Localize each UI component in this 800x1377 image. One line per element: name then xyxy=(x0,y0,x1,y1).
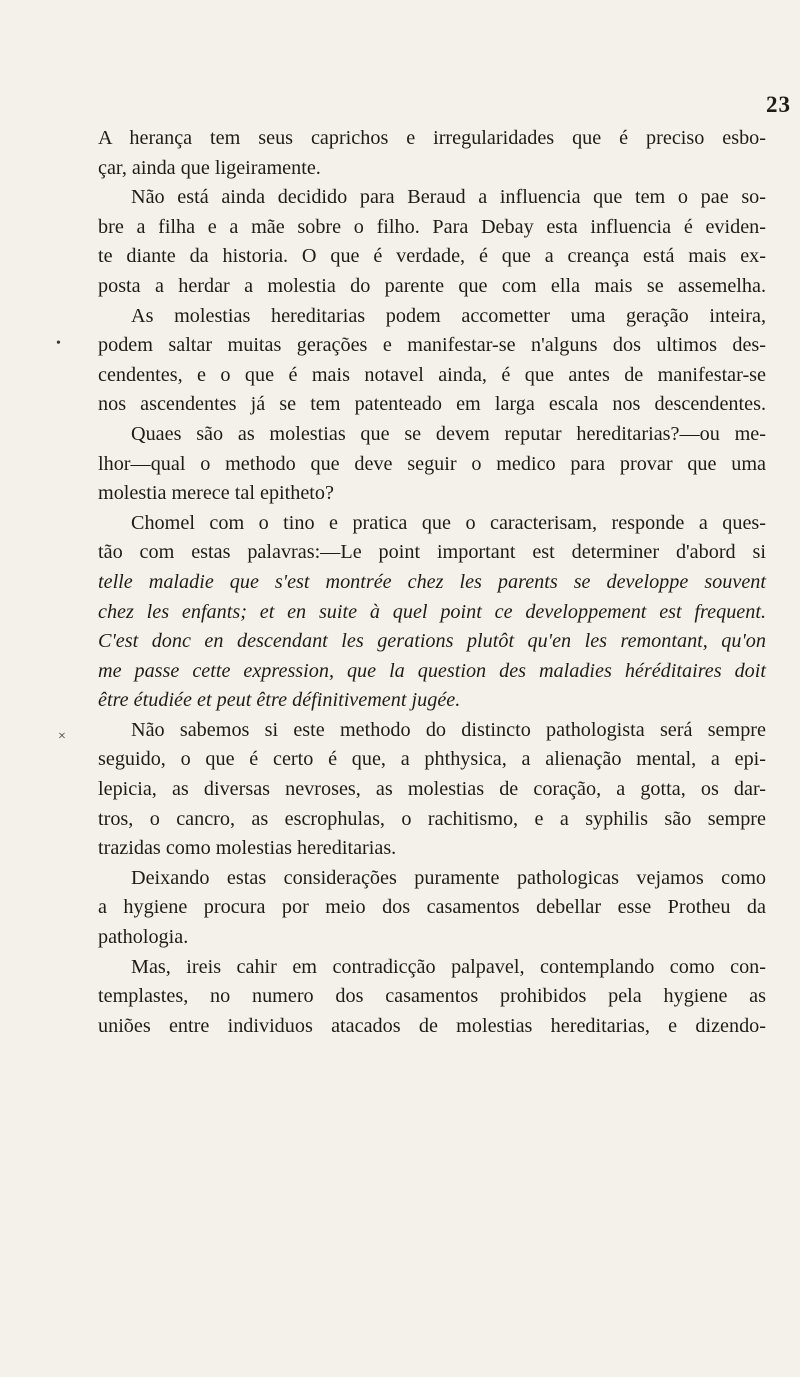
text-line: uniões entre individuos atacados de molestias hereditarias, e dizendo- xyxy=(98,1014,766,1037)
body-text xyxy=(98,124,766,1041)
text-line: Não está ainda decidido para Beraud a influencia que tem o pae so- xyxy=(131,186,766,209)
text-line: lhor—qual o methodo que deve seguir o medico para provar que uma xyxy=(98,452,766,475)
paragraph xyxy=(98,420,766,509)
text-line: Quaes são as molestias que se devem reputar hereditarias?—ou me- xyxy=(131,422,766,445)
french-quote-line: chez les enfants; et en suite à quel point ce developpement est frequent. xyxy=(98,600,766,623)
text-line: Não sabemos si este methodo do distincto pathologista será sempre xyxy=(131,718,766,741)
text-line: trazidas como molestias hereditarias. xyxy=(98,837,397,860)
text-line: nos ascendentes já se tem patenteado em larga escala nos descendentes. xyxy=(98,393,766,416)
french-quote-line: telle maladie que s'est montrée chez les parents se developpe souvent xyxy=(98,570,766,593)
paragraph xyxy=(98,864,766,953)
paragraph xyxy=(98,183,766,301)
text-line: Deixando estas considerações puramente pathologicas vejamos como xyxy=(131,866,766,889)
paragraph xyxy=(98,716,766,864)
margin-mark: • xyxy=(56,336,61,351)
paragraph xyxy=(98,509,766,716)
text-line: te diante da historia. O que é verdade, é que a creança está mais ex- xyxy=(98,245,766,268)
text-line: A herança tem seus caprichos e irregularidades que é preciso esbo- xyxy=(98,127,766,149)
french-quote-line: être étudiée et peut être définitivement jugée. xyxy=(98,689,461,712)
text-line: As molestias hereditarias podem accometter uma geração inteira, xyxy=(131,304,766,327)
text-line: bre a filha e a mãe sobre o filho. Para Debay esta influencia é eviden- xyxy=(98,215,766,238)
book-page: 23 • × A herança tem seus caprichos e irregularidades que é preciso esbo- çar, ainda que ligeiramente. Não está ainda decidido para Beraud a influencia que tem o pae so- bre a filha e a mãe sobre o filho. Para Debay esta influencia é eviden- te diante da historia. O que é verdade, é que a creança está mais ex- posta a herdar a molestia do parente que com ella mais se assemelha. As molestias hereditarias podem accometter uma geração inteira, podem saltar muitas gerações e manifestar-se n'alguns dos ultimos des- cendentes, e o que é mais notavel ainda, é que antes de manifestar-se nos ascendentes já se tem patenteado em larga escala nos descendentes. Quaes são as molestias que se devem reputar hereditarias?—ou me- lhor—qual o methodo que deve seguir o medico para provar que uma molestia merece tal epitheto? Chomel com o tino e pratica que o caracterisam, responde a ques- tão com estas palavras:—Le point important est determiner d'abord si telle maladie que s'est montrée chez les parents se developpe souvent chez les enfants; et en suite à quel point ce developpement est frequent. C'est donc en descendant les gerations plutôt qu'en les remontant, qu'on me passe cette expression, que la question des maladies héréditaires doit être étudiée et peut être définitivement jugée. Não sabemos si este methodo do distincto pathologista será sempre seguido, o que é certo é que, a phthysica, a alienação mental, a epi- lepicia, as diversas nevroses, as molestias de coração, a gotta, os dar- tros, o cancro, as escrophulas, o rachitismo, e a syphilis são sempre trazidas como molestias hereditarias. Deixando estas considerações puramente pathologicas vejamos como a hygiene procura por meio dos casamentos debellar esse Protheu da pathologia. Mas, ireis cahir em contradicção palpavel, contemplando como con- templastes, no numero dos casamentos prohibidos pela hygiene as uniões entre individuos atacados de molestias hereditarias, e dizendo- xyxy=(0,0,800,1377)
french-quote-line: C'est donc en descendant les gerations plutôt qu'en les remontant, qu'on xyxy=(98,630,766,653)
text-line: seguido, o que é certo é que, a phthysica, a alienação mental, a epi- xyxy=(98,748,766,771)
text-line: a hygiene procura por meio dos casamentos debellar esse Protheu da xyxy=(98,896,766,919)
text-line: lepicia, as diversas nevroses, as molestias de coração, a gotta, os dar- xyxy=(98,778,766,801)
paragraph xyxy=(98,953,766,1042)
text-line: molestia merece tal epitheto? xyxy=(98,482,334,505)
text-line: cendentes, e o que é mais notavel ainda, é que antes de manifestar-se xyxy=(98,363,766,386)
text-line: çar, ainda que ligeiramente. xyxy=(98,156,321,179)
text-line: Mas, ireis cahir em contradicção palpavel, contemplando como con- xyxy=(131,955,766,978)
text-line: pathologia. xyxy=(98,926,189,949)
text-line: tão com estas palavras:—Le point important est determiner d'abord si xyxy=(98,541,766,564)
text-line: Chomel com o tino e pratica que o caracterisam, responde a ques- xyxy=(131,511,766,534)
text-line: tros, o cancro, as escrophulas, o rachitismo, e a syphilis são sempre xyxy=(98,807,766,830)
paragraph xyxy=(98,124,766,183)
text-line: podem saltar muitas gerações e manifestar-se n'alguns dos ultimos des- xyxy=(98,334,766,357)
paragraph xyxy=(98,302,766,420)
text-line: posta a herdar a molestia do parente que com ella mais se assemelha. xyxy=(98,274,766,297)
margin-mark: × xyxy=(58,729,66,744)
french-quote-line: me passe cette expression, que la question des maladies héréditaires doit xyxy=(98,659,766,682)
text-line: templastes, no numero dos casamentos prohibidos pela hygiene as xyxy=(98,985,766,1008)
